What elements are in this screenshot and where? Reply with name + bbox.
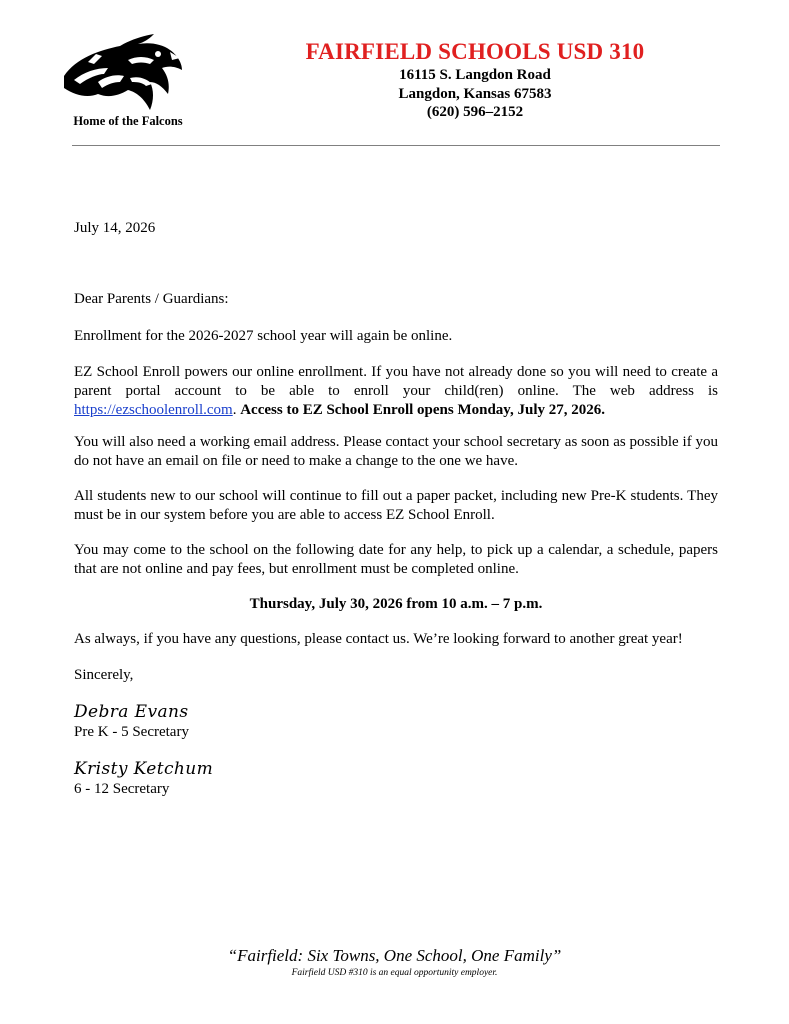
address-line-2: Langdon, Kansas 67583	[398, 85, 552, 102]
paragraph-ez-punct: .	[232, 402, 241, 418]
paragraph-ez-text: EZ School Enroll powers our online enrollment. If you have not already done so you will need to create a parent portal account to be able to enroll your child(ren) online. The web address is	[74, 364, 718, 399]
signature-debra-evans: Debra Evans	[74, 702, 189, 722]
school-motto: “Fairfield: Six Towns, One School, One Family”	[227, 946, 562, 965]
address-line-1: 16115 S. Langdon Road	[399, 67, 551, 83]
eeo-statement: Fairfield USD #310 is an equal opportunity employer.	[291, 968, 498, 978]
school-name: FAIRFIELD SCHOOLS USD 310	[305, 39, 645, 64]
phone-number: (620) 596–2152	[426, 104, 524, 120]
falcon-logo	[58, 32, 184, 112]
signature-kristy-ketchum: Kristy Ketchum	[74, 759, 214, 779]
closing: Sincerely,	[74, 667, 134, 683]
paragraph-enrollment-online: Enrollment for the 2026-2027 school year will again be online.	[74, 328, 453, 344]
paragraph-closing-note: As always, if you have any questions, please contact us. We’re looking forward to another great year!	[74, 631, 683, 647]
logo-tagline: Home of the Falcons	[73, 114, 183, 128]
falcon-logo-icon	[58, 32, 184, 112]
letter-date: July 14, 2026	[74, 220, 156, 236]
header-divider	[72, 145, 720, 146]
event-date: Thursday, July 30, 2026 from 10 a.m. – 7 p.m.	[249, 596, 543, 612]
paragraph-email: You will also need a working email address. Please contact your school secretary as soon as possible if you do not have an email on file or need to make a change to the one we have.	[74, 434, 718, 469]
signer-title-pre-k-5: Pre K - 5 Secretary	[74, 724, 189, 740]
paragraph-ez-school-enroll	[74, 363, 718, 420]
signer-title-6-12: 6 - 12 Secretary	[74, 781, 170, 797]
paragraph-new-students: All students new to our school will continue to fill out a paper packet, including new Pre-K students. They must be in our system before you are able to access EZ School Enroll.	[74, 488, 718, 523]
paragraph-help-date: You may come to the school on the following date for any help, to pick up a calendar, a schedule, papers that are not online and pay fees, but enrollment must be completed online.	[74, 542, 718, 577]
access-opens-notice: Access to EZ School Enroll opens Monday, July 27, 2026.	[240, 402, 605, 418]
ezschoolenroll-link[interactable]: https://ezschoolenroll.com	[74, 402, 233, 418]
letterhead	[230, 38, 720, 122]
salutation: Dear Parents / Guardians:	[74, 291, 229, 307]
